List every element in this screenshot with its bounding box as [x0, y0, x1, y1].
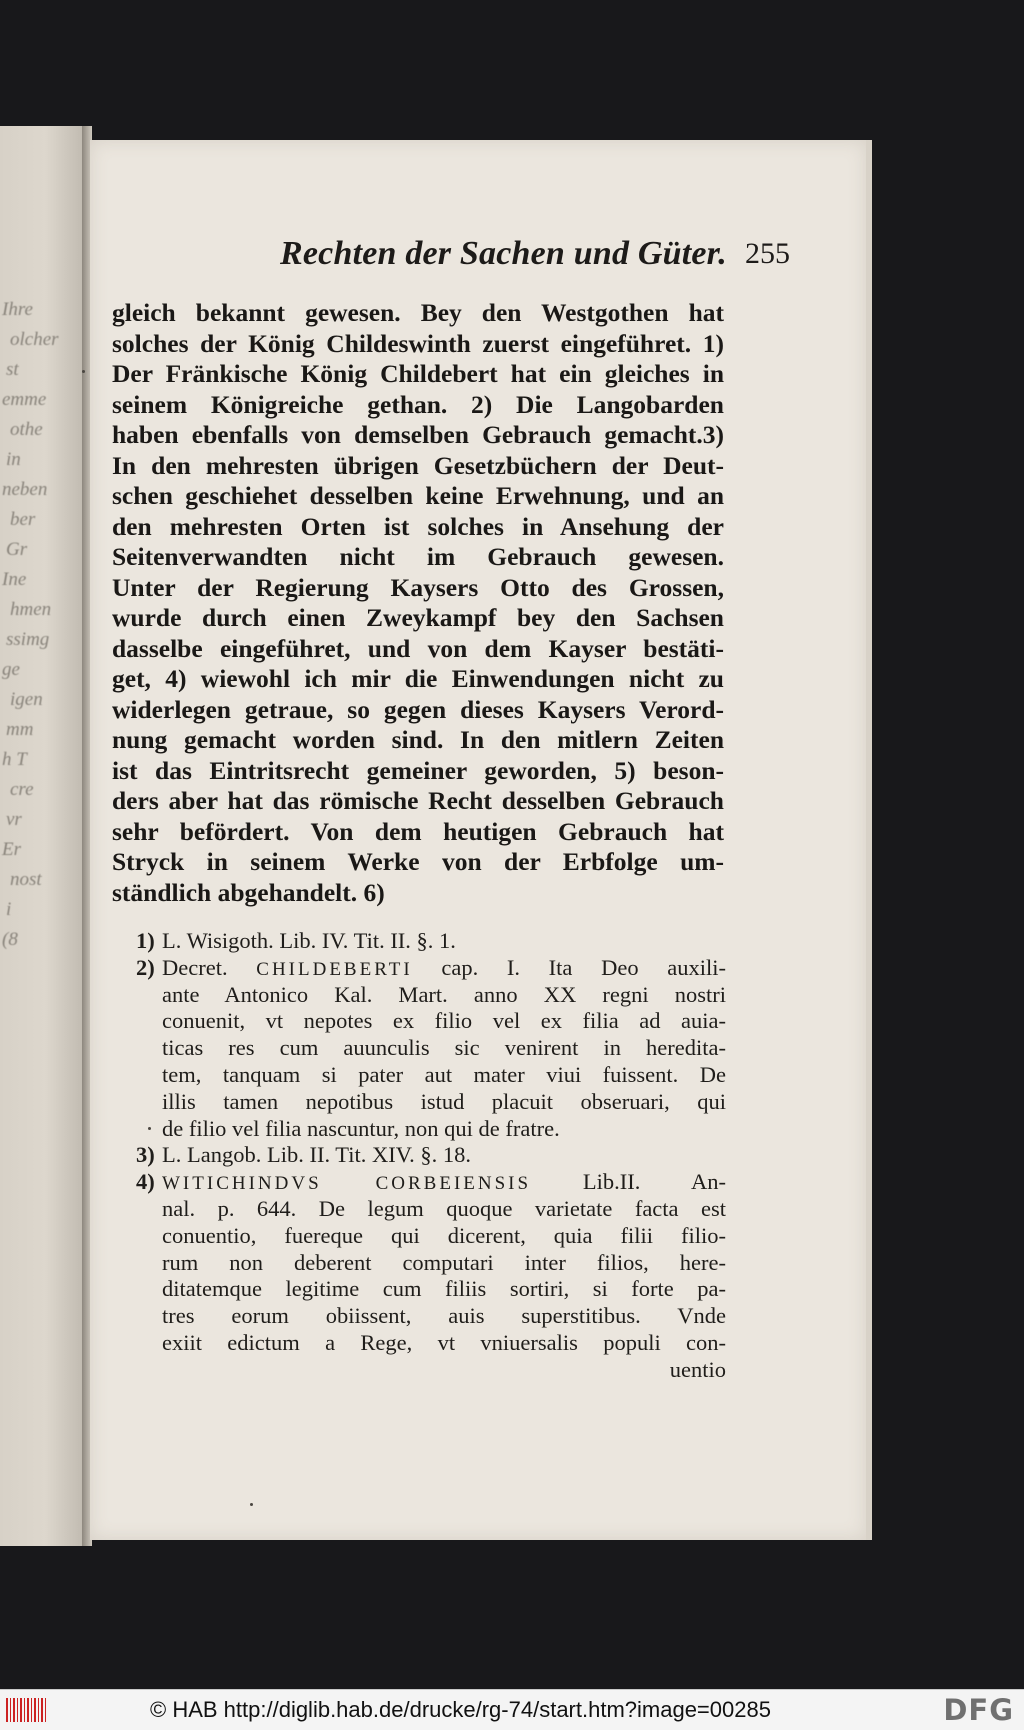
- page-edge: [866, 140, 872, 1540]
- facing-page-fragment: nost: [10, 869, 42, 890]
- text-line: get, 4) wiewohl ich mir die Einwendungen nicht zu: [112, 664, 724, 693]
- footnote-line: exiit edictum a Rege, vt vniuersalis populi con-: [162, 1329, 726, 1355]
- footnote-number: 4): [136, 1169, 155, 1195]
- footnote-line: de filio vel filia nascuntur, non qui de fratre.: [162, 1115, 560, 1141]
- footnote-number: 1): [136, 928, 155, 953]
- text-line: In den mehresten übrigen Gesetzbüchern der Deut-: [112, 450, 724, 480]
- text-line: seinem Königreiche gethan. 2) Die Langobarden: [112, 389, 724, 419]
- footnote-line: conuenit, vt nepotes ex filio vel ex filia ad auia-: [162, 1008, 726, 1034]
- dfg-logo: DFG: [943, 1693, 1014, 1727]
- facing-page-fragment: olcher: [10, 329, 59, 350]
- footnote-text: WITICHINDVS CORBEIENSIS Lib.II. An-: [162, 1169, 726, 1195]
- text-line: nung gemacht worden sind. In den mitlern Zeiten: [112, 725, 724, 754]
- facing-page-fragment: emme: [2, 389, 47, 410]
- facing-page-fragment: ssimg: [6, 629, 50, 650]
- facing-page-fragment: Gr: [6, 539, 28, 560]
- footnote-line: conuentio, fuereque qui dicerent, quia filii filio-: [162, 1222, 726, 1248]
- text-line: ist das Eintritsrecht gemeiner geworden, 5) beson-: [112, 755, 724, 785]
- text-line: haben ebenfalls von demselben Gebrauch gemacht.3): [112, 420, 724, 449]
- ink-speck: [250, 1503, 253, 1506]
- facing-page-fragment: Er: [2, 839, 21, 860]
- facing-page-fragment: h T: [2, 749, 27, 770]
- facing-page-fragment: vr: [6, 809, 22, 830]
- facing-page-fragment: cre: [10, 779, 34, 800]
- facing-page-fragment: ge: [2, 659, 20, 680]
- ink-speck: [148, 1127, 151, 1130]
- text-line: den mehresten Orten ist solches in Ansehung der: [112, 511, 724, 541]
- text-line: Der Fränkische König Childebert hat ein gleiches in: [112, 359, 724, 388]
- footnote-line: tres eorum obiissent, auis superstitibus. Vnde: [162, 1303, 726, 1329]
- ink-speck: [82, 370, 85, 373]
- viewer-footer: [0, 1689, 1024, 1730]
- footnote-text: L. Langob. Lib. II. Tit. XIV. §. 18.: [162, 1142, 471, 1168]
- footnote-number: 3): [136, 1142, 155, 1168]
- footnote-line: illis tamen nepotibus istud placuit obseruari, qui: [162, 1088, 726, 1114]
- facing-page-fragment: hmen: [10, 599, 52, 620]
- catchword: uentio: [669, 1356, 726, 1382]
- footnote-line: ticas res cum auunculis sic venirent in heredita-: [162, 1035, 726, 1061]
- main-text: [112, 298, 724, 908]
- facing-page-fragment: igen: [10, 689, 43, 710]
- facing-page-fragment: st: [6, 359, 19, 380]
- footnote-line: ditatemque legitime cum filiis sortiri, si forte pa-: [162, 1276, 726, 1302]
- footnotes: [136, 928, 726, 1384]
- text-line: dasselbe eingeführet, und von dem Kayser bestäti-: [112, 633, 724, 663]
- text-line: widerlegen getraue, so gegen dieses Kaysers Verord-: [112, 694, 724, 724]
- facing-page-fragment: ber: [10, 509, 36, 530]
- facing-page-edge: [0, 126, 82, 1546]
- running-head: [190, 235, 790, 285]
- author-name: WITICHINDVS CORBEIENSIS: [162, 1173, 532, 1195]
- text-line: sehr befördert. Von dem heutigen Gebrauch hat: [112, 816, 724, 846]
- footnote-line: nal. p. 644. De legum quoque varietate facta est: [162, 1195, 726, 1221]
- footnote-text: L. Wisigoth. Lib. IV. Tit. II. §. 1.: [162, 928, 456, 953]
- running-title: Rechten der Sachen und Güter.: [280, 235, 727, 272]
- facing-page-fragment: in: [6, 449, 21, 470]
- footnote-line: tem, tanquam si pater aut mater viui fuissent. De: [162, 1061, 726, 1087]
- text-line: gleich bekannt gewesen. Bey den Westgothen hat: [112, 298, 724, 327]
- facing-page-fragment: neben: [2, 479, 48, 500]
- footnote-line: [136, 1142, 726, 1169]
- footnote-number: 2): [136, 954, 155, 980]
- text-line: solches der König Childeswinth zuerst eingeführet. 1): [112, 328, 724, 358]
- text-line: Unter der Regierung Kaysers Otto des Grossen,: [112, 572, 724, 602]
- facing-page-fragment: mm: [6, 719, 34, 740]
- text-line: ders aber hat das römische Recht desselben Gebrauch: [112, 786, 724, 815]
- text-line: ständlich abgehandelt. 6): [112, 877, 385, 907]
- book-page: [90, 140, 866, 1540]
- footnote-line: [136, 955, 726, 982]
- footnote-line: [136, 1169, 726, 1196]
- page-number: 255: [745, 237, 790, 270]
- text-line: Seitenverwandten nicht im Gebrauch gewesen.: [112, 542, 724, 571]
- facing-page-fragment: othe: [10, 419, 43, 440]
- facing-page-fragment: (8: [2, 929, 18, 950]
- barcode-icon: [6, 1698, 46, 1722]
- facing-page-fragment: i: [6, 899, 12, 920]
- facing-page-fragment: Ihre: [2, 299, 33, 320]
- footnote-line: [136, 928, 726, 955]
- author-name: CHILDEBERTI: [256, 958, 413, 980]
- footnote-text: Decret. CHILDEBERTI cap. I. Ita Deo auxili-: [162, 954, 726, 980]
- text-line: schen geschiehet desselben keine Erwehnung, und an: [112, 481, 724, 510]
- footnote-line: rum non deberent computari inter filios, here-: [162, 1249, 726, 1275]
- source-credit-link[interactable]: © HAB http://diglib.hab.de/drucke/rg-74/start.htm?image=00285: [150, 1697, 771, 1722]
- text-line: Stryck in seinem Werke von der Erbfolge um-: [112, 847, 724, 876]
- text-line: wurde durch einen Zweykampf bey den Sachsen: [112, 603, 724, 632]
- facing-page-fragment: Ine: [2, 569, 27, 590]
- footnote-line: ante Antonico Kal. Mart. anno XX regni nostri: [162, 981, 726, 1007]
